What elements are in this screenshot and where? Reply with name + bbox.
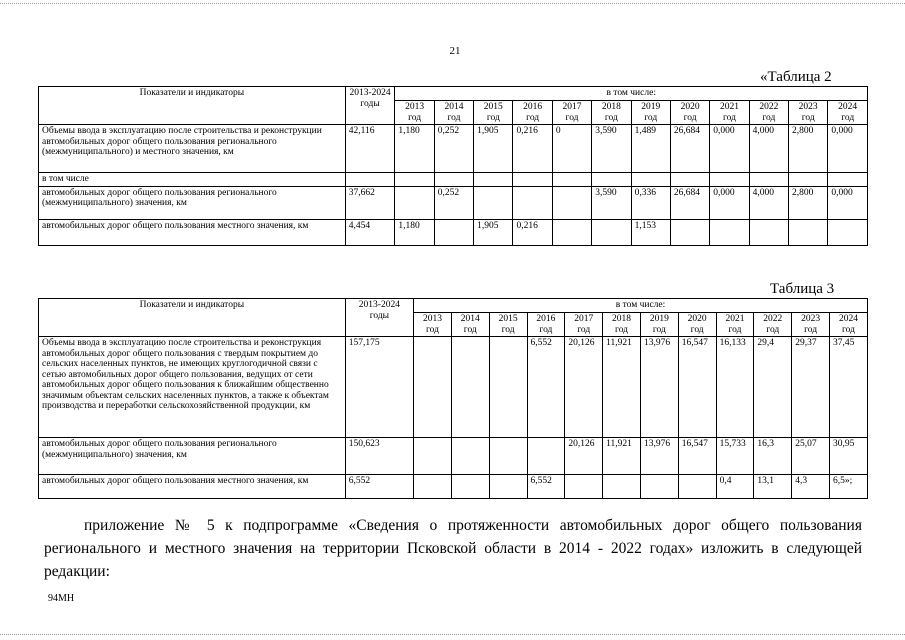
year-unit: год (447, 112, 461, 123)
year-value-cell (670, 173, 709, 187)
year-value-cell (414, 337, 452, 438)
year-value-cell: 6,5»; (830, 475, 868, 499)
year-value-cell: 1,180 (395, 125, 434, 173)
table2-year-header (789, 101, 828, 125)
table3-caption: Таблица 3 (770, 281, 835, 297)
table-row (39, 186, 868, 219)
year-unit: год (690, 324, 704, 335)
year-value-cell: 1,489 (631, 125, 670, 173)
year-unit: год (501, 324, 515, 335)
year-value-cell (828, 219, 868, 245)
year-value-cell (489, 475, 527, 499)
year-value-cell (489, 337, 527, 438)
table2 (38, 86, 868, 246)
year-unit: год (486, 112, 500, 123)
year-unit: год (565, 112, 579, 123)
year-value-cell (414, 475, 452, 499)
year-unit: год (652, 324, 666, 335)
year-value-cell: 0,252 (434, 186, 473, 219)
year-label: 2013 (405, 102, 425, 112)
amendment-paragraph (44, 514, 862, 583)
year-value-cell (395, 173, 434, 187)
year-unit: год (577, 324, 591, 335)
table2-year-header (395, 101, 434, 125)
year-value-cell: 0,000 (828, 125, 868, 173)
year-value-cell: 0,000 (828, 186, 868, 219)
year-value-cell (474, 186, 513, 219)
year-value-cell: 3,590 (592, 186, 631, 219)
year-unit: год (408, 112, 422, 123)
year-label: 2021 (725, 314, 745, 324)
table3-year-header (640, 313, 678, 337)
year-unit: год (539, 324, 553, 335)
year-label: 2019 (641, 102, 661, 112)
year-label: 2019 (649, 314, 669, 324)
year-value-cell: 11,921 (603, 438, 641, 475)
year-label: 2022 (759, 102, 779, 112)
year-unit: год (463, 324, 477, 335)
year-value-cell: 16,3 (754, 438, 792, 475)
year-value-cell: 1,905 (474, 219, 513, 245)
table2-year-header (474, 101, 513, 125)
year-value-cell (414, 438, 452, 475)
year-label: 2015 (498, 314, 518, 324)
table-row (39, 173, 868, 187)
table3-year-header (565, 313, 603, 337)
table3-year-header (489, 313, 527, 337)
year-value-cell (434, 173, 473, 187)
year-value-cell: 1,905 (474, 125, 513, 173)
year-label: 2022 (763, 314, 783, 324)
table2-header-indicators: Показатели и индикаторы (39, 87, 346, 125)
table2-year-header (749, 101, 788, 125)
table2-header-including: в том числе: (395, 87, 868, 101)
year-value-cell (710, 173, 749, 187)
year-value-cell: 13,1 (754, 475, 792, 499)
table2-year-header (513, 101, 552, 125)
table2-year-header (710, 101, 749, 125)
year-unit: год (766, 324, 780, 335)
table-row (39, 219, 868, 245)
year-value-cell: 0 (552, 125, 591, 173)
year-unit: год (841, 112, 855, 123)
row-label: Объемы ввода в эксплуатацию после строительства и реконструкция автомобильных дорог общего пользования с твердым покрытием до сельских населенных пунктов, не имеющих круглогодичной связи с сетью автомобильных дорог общего пользования, ведущих от сети автомобильных дорог общего пользования к ближайшим общественно значимым объектам сельских населенных пунктов, а также к объектам производства и переработки сельскохозяйственной продукции, км (39, 337, 346, 438)
year-value-cell: 13,976 (640, 337, 678, 438)
year-value-cell (678, 475, 716, 499)
year-value-cell: 30,95 (830, 438, 868, 475)
year-value-cell (513, 173, 552, 187)
year-value-cell: 4,000 (749, 125, 788, 173)
year-value-cell: 4,3 (792, 475, 830, 499)
year-label: 2018 (601, 102, 621, 112)
year-label: 2016 (536, 314, 556, 324)
year-value-cell: 20,126 (565, 337, 603, 438)
year-value-cell: 29,4 (754, 337, 792, 438)
year-label: 2024 (839, 314, 858, 324)
year-unit: год (644, 112, 658, 123)
year-value-cell (489, 438, 527, 475)
row-total: 4,454 (345, 219, 395, 245)
year-label: 2016 (523, 102, 543, 112)
table3-year-header (451, 313, 489, 337)
table3-year-header (792, 313, 830, 337)
table3-year-header (754, 313, 792, 337)
year-value-cell: 25,07 (792, 438, 830, 475)
row-total (345, 173, 395, 187)
year-value-cell (789, 173, 828, 187)
year-value-cell (451, 475, 489, 499)
table2-year-header (592, 101, 631, 125)
table-row (39, 337, 868, 438)
year-value-cell (434, 219, 473, 245)
year-label: 2014 (444, 102, 464, 112)
year-label: 2024 (838, 102, 858, 112)
year-value-cell: 0,252 (434, 125, 473, 173)
year-value-cell (527, 438, 565, 475)
table3-body (39, 337, 868, 499)
year-value-cell: 2,800 (789, 186, 828, 219)
year-unit: год (722, 112, 736, 123)
year-value-cell: 26,684 (670, 186, 709, 219)
year-unit: год (728, 324, 742, 335)
year-label: 2017 (562, 102, 582, 112)
year-label: 2018 (612, 314, 632, 324)
row-label: автомобильных дорог общего пользования местного значения, км (39, 219, 346, 245)
year-value-cell (395, 186, 434, 219)
year-label: 2023 (798, 102, 818, 112)
year-value-cell (451, 438, 489, 475)
year-value-cell (749, 173, 788, 187)
year-value-cell: 0,4 (716, 475, 754, 499)
year-value-cell: 1,180 (395, 219, 434, 245)
year-value-cell (670, 219, 709, 245)
table3-year-header (716, 313, 754, 337)
year-value-cell: 0,000 (710, 125, 749, 173)
year-unit: год (526, 112, 540, 123)
table2-body (39, 125, 868, 246)
row-label: Объемы ввода в эксплуатацию после строительства и реконструкции автомобильных дорог общего пользования регионального (межмуниципального) и местного значения, км (39, 125, 346, 173)
table3-year-header (527, 313, 565, 337)
year-value-cell: 20,126 (565, 438, 603, 475)
scan-edge-top (0, 3, 905, 4)
year-value-cell: 1,153 (631, 219, 670, 245)
year-value-cell: 15,733 (716, 438, 754, 475)
year-label: 2023 (801, 314, 821, 324)
year-value-cell: 13,976 (640, 438, 678, 475)
year-value-cell: 0,000 (710, 186, 749, 219)
year-value-cell (631, 173, 670, 187)
scan-edge-bottom (0, 634, 905, 635)
table3-year-header (678, 313, 716, 337)
year-value-cell: 16,547 (678, 438, 716, 475)
year-unit: год (801, 112, 815, 123)
table-row (39, 475, 868, 499)
row-total: 6,552 (345, 475, 413, 499)
year-value-cell (603, 475, 641, 499)
year-unit: год (604, 112, 618, 123)
year-value-cell: 16,547 (678, 337, 716, 438)
paragraph-line-2: регионального и местного значения на территории Псковской области в 2014 - 2022 годах» изложить в следующей (44, 540, 862, 557)
table3-year-header (603, 313, 641, 337)
year-value-cell (552, 219, 591, 245)
table2-year-header (552, 101, 591, 125)
year-value-cell (592, 219, 631, 245)
year-value-cell (451, 337, 489, 438)
paragraph-line-1: приложение № 5 к подпрограмме «Сведения о протяженности автомобильных дорог общего пользования (84, 517, 862, 534)
year-value-cell (789, 219, 828, 245)
year-value-cell (592, 173, 631, 187)
year-value-cell: 0,336 (631, 186, 670, 219)
year-value-cell: 0,216 (513, 219, 552, 245)
row-total: 150,623 (345, 438, 413, 475)
row-total: 37,662 (345, 186, 395, 219)
table3-year-header (414, 313, 452, 337)
year-value-cell (474, 173, 513, 187)
table3 (38, 298, 868, 499)
year-label: 2013 (422, 314, 442, 324)
row-label: автомобильных дорог общего пользования регионального (межмуниципального) значения, км (39, 186, 346, 219)
table2-year-header (670, 101, 709, 125)
table2-year-header (828, 101, 868, 125)
table2-caption: «Таблица 2 (760, 69, 832, 85)
year-value-cell: 16,133 (716, 337, 754, 438)
year-label: 2014 (460, 314, 480, 324)
year-value-cell: 3,590 (592, 125, 631, 173)
year-label: 2017 (574, 314, 594, 324)
row-label: автомобильных дорог общего пользования местного значения, км (39, 475, 346, 499)
row-label: автомобильных дорог общего пользования регионального (межмуниципального) значения, км (39, 438, 346, 475)
year-unit: год (762, 112, 776, 123)
year-value-cell: 2,800 (789, 125, 828, 173)
document-code: 94МН (48, 593, 75, 604)
year-unit: год (425, 324, 439, 335)
year-label: 2021 (719, 102, 739, 112)
year-value-cell (749, 219, 788, 245)
year-value-cell: 6,552 (527, 475, 565, 499)
year-value-cell: 26,684 (670, 125, 709, 173)
year-value-cell (552, 186, 591, 219)
row-label: в том числе (39, 173, 346, 187)
table-row (39, 438, 868, 475)
year-value-cell (828, 173, 868, 187)
year-value-cell: 29,37 (792, 337, 830, 438)
year-unit: год (683, 112, 697, 123)
page-number: 21 (449, 45, 461, 57)
year-label: 2015 (483, 102, 503, 112)
table2-header-total: 2013-2024 годы (345, 87, 395, 125)
table2-year-header (434, 101, 473, 125)
row-total: 42,116 (345, 125, 395, 173)
table3-header-indicators: Показатели и индикаторы (39, 299, 346, 337)
year-value-cell: 0,216 (513, 125, 552, 173)
table2-year-header (631, 101, 670, 125)
year-unit: год (804, 324, 818, 335)
year-value-cell: 37,45 (830, 337, 868, 438)
year-value-cell: 4,000 (749, 186, 788, 219)
year-value-cell (565, 475, 603, 499)
year-label: 2020 (687, 314, 707, 324)
year-value-cell (552, 173, 591, 187)
paragraph-line-3: редакции: (44, 563, 110, 580)
year-label: 2020 (680, 102, 700, 112)
year-value-cell (640, 475, 678, 499)
year-value-cell: 11,921 (603, 337, 641, 438)
table3-header-total: 2013-2024 годы (345, 299, 413, 337)
table3-header-including: в том числе: (414, 299, 868, 313)
row-total: 157,175 (345, 337, 413, 438)
year-unit: год (842, 324, 855, 335)
table3-year-header (830, 313, 868, 337)
year-unit: год (615, 324, 629, 335)
table-row (39, 125, 868, 173)
year-value-cell: 6,552 (527, 337, 565, 438)
year-value-cell (710, 219, 749, 245)
year-value-cell (513, 186, 552, 219)
